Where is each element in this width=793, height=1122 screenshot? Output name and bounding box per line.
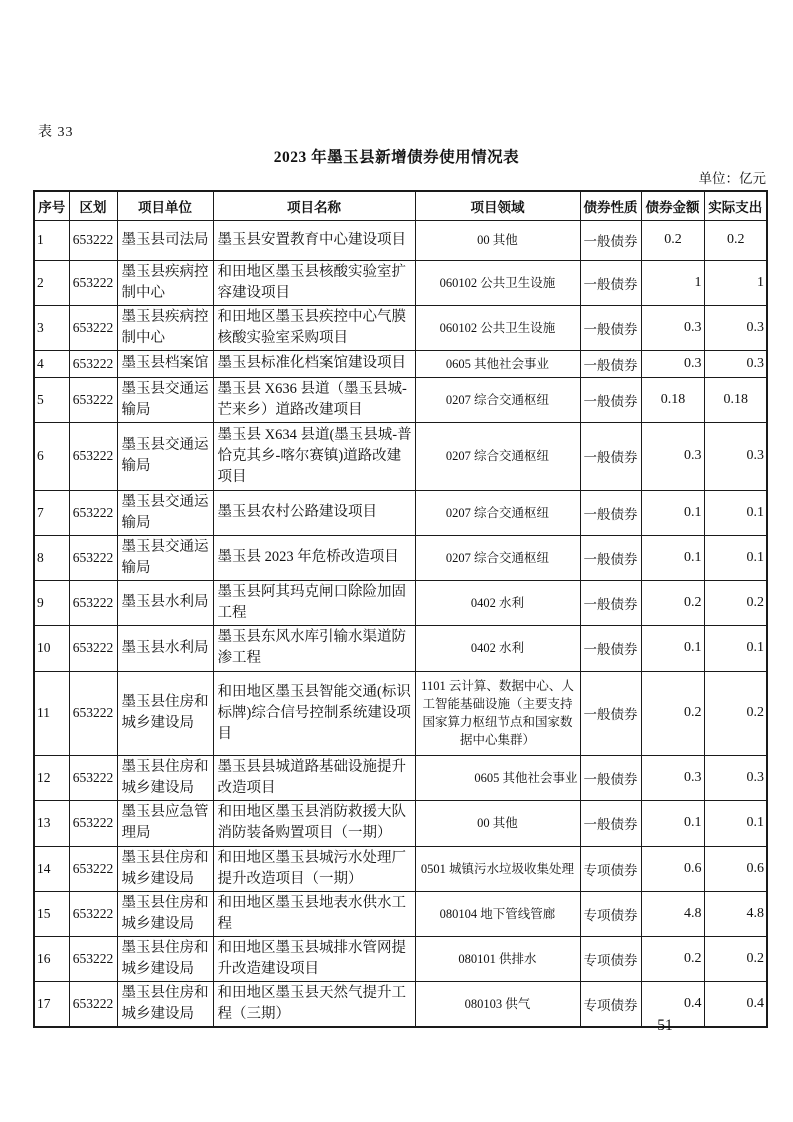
cell-field: 0605 其他社会事业 [415, 755, 580, 800]
cell-amount: 0.2 [641, 580, 704, 625]
cell-amount: 1 [641, 260, 704, 305]
cell-name: 和田地区墨玉县消防救援大队消防装备购置项目（一期） [213, 800, 415, 846]
cell-nature: 一般债券 [580, 535, 641, 580]
cell-unit: 墨玉县交通运输局 [117, 535, 213, 580]
cell-seq: 14 [34, 846, 69, 891]
cell-nature: 一般债券 [580, 800, 641, 846]
cell-field: 00 其他 [415, 800, 580, 846]
cell-amount: 0.2 [641, 220, 704, 260]
table-row [34, 936, 767, 981]
cell-seq: 7 [34, 490, 69, 535]
cell-unit: 墨玉县住房和城乡建设局 [117, 846, 213, 891]
cell-spent: 0.3 [704, 350, 767, 377]
cell-seq: 13 [34, 800, 69, 846]
cell-nature: 一般债券 [580, 625, 641, 671]
page-number: 51 [657, 1017, 673, 1034]
header-unit: 项目单位 [117, 191, 213, 220]
cell-unit: 墨玉县住房和城乡建设局 [117, 891, 213, 936]
cell-seq: 11 [34, 671, 69, 755]
cell-seq: 15 [34, 891, 69, 936]
cell-field: 080101 供排水 [415, 936, 580, 981]
cell-name: 墨玉县 2023 年危桥改造项目 [213, 535, 415, 580]
cell-amount: 0.18 [641, 377, 704, 422]
cell-field: 060102 公共卫生设施 [415, 305, 580, 350]
cell-amount: 0.1 [641, 800, 704, 846]
cell-unit: 墨玉县住房和城乡建设局 [117, 671, 213, 755]
cell-name: 和田地区墨玉县城污水处理厂提升改造项目（一期） [213, 846, 415, 891]
cell-unit: 墨玉县住房和城乡建设局 [117, 981, 213, 1027]
header-spent: 实际支出 [704, 191, 767, 220]
cell-spent: 0.2 [704, 220, 767, 260]
cell-code: 653222 [69, 891, 117, 936]
table-row [34, 671, 767, 755]
cell-name: 和田地区墨玉县疾控中心气膜核酸实验室采购项目 [213, 305, 415, 350]
cell-amount: 0.2 [641, 936, 704, 981]
cell-nature: 一般债券 [580, 305, 641, 350]
cell-spent: 0.1 [704, 490, 767, 535]
cell-amount: 0.3 [641, 422, 704, 490]
cell-field: 0207 综合交通枢纽 [415, 377, 580, 422]
cell-code: 653222 [69, 936, 117, 981]
cell-seq: 5 [34, 377, 69, 422]
cell-amount: 0.1 [641, 535, 704, 580]
cell-code: 653222 [69, 220, 117, 260]
cell-nature: 专项债券 [580, 846, 641, 891]
cell-name: 墨玉县农村公路建设项目 [213, 490, 415, 535]
cell-unit: 墨玉县水利局 [117, 580, 213, 625]
cell-amount: 0.3 [641, 350, 704, 377]
cell-field: 1101 云计算、数据中心、人工智能基础设施（主要支持国家算力枢纽节点和国家数据中心集群） [415, 671, 580, 755]
cell-seq: 16 [34, 936, 69, 981]
cell-name: 墨玉县安置教育中心建设项目 [213, 220, 415, 260]
cell-unit: 墨玉县司法局 [117, 220, 213, 260]
cell-code: 653222 [69, 846, 117, 891]
cell-name: 墨玉县阿其玛克闸口除险加固工程 [213, 580, 415, 625]
header-name: 项目名称 [213, 191, 415, 220]
cell-nature: 一般债券 [580, 260, 641, 305]
cell-nature: 一般债券 [580, 580, 641, 625]
cell-spent: 4.8 [704, 891, 767, 936]
cell-unit: 墨玉县疾病控制中心 [117, 305, 213, 350]
cell-name: 和田地区墨玉县城排水管网提升改造建设项目 [213, 936, 415, 981]
cell-nature: 一般债券 [580, 350, 641, 377]
table-body [34, 220, 767, 1027]
table-row [34, 535, 767, 580]
cell-seq: 12 [34, 755, 69, 800]
cell-nature: 专项债券 [580, 981, 641, 1027]
table-row [34, 490, 767, 535]
cell-spent: 0.1 [704, 535, 767, 580]
cell-name: 墨玉县标准化档案馆建设项目 [213, 350, 415, 377]
table-row [34, 305, 767, 350]
cell-name: 和田地区墨玉县智能交通(标识标牌)综合信号控制系统建设项目 [213, 671, 415, 755]
table-row [34, 377, 767, 422]
cell-name: 和田地区墨玉县地表水供水工程 [213, 891, 415, 936]
cell-name: 墨玉县 X634 县道(墨玉县城-普恰克其乡-喀尔赛镇)道路改建项目 [213, 422, 415, 490]
cell-field: 060102 公共卫生设施 [415, 260, 580, 305]
table-row [34, 580, 767, 625]
cell-code: 653222 [69, 580, 117, 625]
cell-unit: 墨玉县应急管理局 [117, 800, 213, 846]
cell-field: 0605 其他社会事业 [415, 350, 580, 377]
cell-seq: 2 [34, 260, 69, 305]
cell-seq: 8 [34, 535, 69, 580]
unit-note: 单位：亿元 [698, 171, 766, 186]
cell-nature: 专项债券 [580, 936, 641, 981]
cell-code: 653222 [69, 305, 117, 350]
cell-amount: 0.2 [641, 671, 704, 755]
cell-spent: 0.18 [704, 377, 767, 422]
cell-amount: 0.1 [641, 490, 704, 535]
cell-spent: 0.3 [704, 422, 767, 490]
cell-code: 653222 [69, 535, 117, 580]
cell-spent: 0.2 [704, 671, 767, 755]
cell-unit: 墨玉县水利局 [117, 625, 213, 671]
table-row [34, 625, 767, 671]
table-row [34, 846, 767, 891]
cell-name: 墨玉县县城道路基础设施提升改造项目 [213, 755, 415, 800]
cell-nature: 一般债券 [580, 490, 641, 535]
header-seq: 序号 [34, 191, 69, 220]
cell-amount: 0.3 [641, 305, 704, 350]
cell-field: 0402 水利 [415, 625, 580, 671]
cell-code: 653222 [69, 260, 117, 305]
cell-spent: 0.4 [704, 981, 767, 1027]
cell-name: 墨玉县 X636 县道（墨玉县城-芒来乡）道路改建项目 [213, 377, 415, 422]
cell-unit: 墨玉县档案馆 [117, 350, 213, 377]
table-number-label: 表 33 [38, 125, 74, 140]
cell-code: 653222 [69, 377, 117, 422]
cell-nature: 一般债券 [580, 755, 641, 800]
cell-name: 和田地区墨玉县天然气提升工程（三期） [213, 981, 415, 1027]
cell-field: 0501 城镇污水垃圾收集处理 [415, 846, 580, 891]
cell-spent: 0.3 [704, 755, 767, 800]
cell-spent: 0.1 [704, 800, 767, 846]
cell-field: 0207 综合交通枢纽 [415, 422, 580, 490]
cell-name: 和田地区墨玉县核酸实验室扩容建设项目 [213, 260, 415, 305]
cell-spent: 0.3 [704, 305, 767, 350]
table-row [34, 891, 767, 936]
cell-spent: 0.2 [704, 580, 767, 625]
cell-unit: 墨玉县疾病控制中心 [117, 260, 213, 305]
header-amount: 债券金额 [641, 191, 704, 220]
cell-amount: 0.6 [641, 846, 704, 891]
cell-unit: 墨玉县交通运输局 [117, 422, 213, 490]
cell-code: 653222 [69, 490, 117, 535]
cell-code: 653222 [69, 981, 117, 1027]
cell-code: 653222 [69, 755, 117, 800]
cell-nature: 专项债券 [580, 891, 641, 936]
cell-field: 0207 综合交通枢纽 [415, 535, 580, 580]
cell-seq: 10 [34, 625, 69, 671]
table-row [34, 220, 767, 260]
cell-amount: 0.1 [641, 625, 704, 671]
cell-code: 653222 [69, 422, 117, 490]
cell-spent: 0.6 [704, 846, 767, 891]
table-row [34, 422, 767, 490]
cell-spent: 0.1 [704, 625, 767, 671]
cell-nature: 一般债券 [580, 220, 641, 260]
header-code: 区划 [69, 191, 117, 220]
cell-amount: 0.4 [641, 981, 704, 1027]
cell-unit: 墨玉县交通运输局 [117, 377, 213, 422]
cell-code: 653222 [69, 800, 117, 846]
cell-field: 080104 地下管线管廊 [415, 891, 580, 936]
cell-unit: 墨玉县住房和城乡建设局 [117, 755, 213, 800]
cell-code: 653222 [69, 625, 117, 671]
cell-seq: 1 [34, 220, 69, 260]
cell-seq: 4 [34, 350, 69, 377]
cell-nature: 一般债券 [580, 422, 641, 490]
cell-amount: 4.8 [641, 891, 704, 936]
cell-seq: 3 [34, 305, 69, 350]
header-field: 项目领域 [415, 191, 580, 220]
document-title: 2023 年墨玉县新增债券使用情况表 [273, 149, 520, 166]
cell-code: 653222 [69, 350, 117, 377]
header-row [34, 191, 767, 220]
cell-nature: 一般债券 [580, 377, 641, 422]
table-row [34, 755, 767, 800]
cell-seq: 6 [34, 422, 69, 490]
cell-field: 00 其他 [415, 220, 580, 260]
cell-seq: 9 [34, 580, 69, 625]
cell-amount: 0.3 [641, 755, 704, 800]
cell-field: 0402 水利 [415, 580, 580, 625]
cell-name: 墨玉县东风水库引输水渠道防渗工程 [213, 625, 415, 671]
header-nature: 债券性质 [580, 191, 641, 220]
cell-unit: 墨玉县交通运输局 [117, 490, 213, 535]
cell-code: 653222 [69, 671, 117, 755]
bond-usage-table [33, 190, 768, 1028]
table-row [34, 800, 767, 846]
cell-nature: 一般债券 [580, 671, 641, 755]
cell-seq: 17 [34, 981, 69, 1027]
cell-field: 0207 综合交通枢纽 [415, 490, 580, 535]
cell-field: 080103 供气 [415, 981, 580, 1027]
cell-spent: 0.2 [704, 936, 767, 981]
table-row [34, 260, 767, 305]
cell-spent: 1 [704, 260, 767, 305]
table-row [34, 350, 767, 377]
cell-unit: 墨玉县住房和城乡建设局 [117, 936, 213, 981]
